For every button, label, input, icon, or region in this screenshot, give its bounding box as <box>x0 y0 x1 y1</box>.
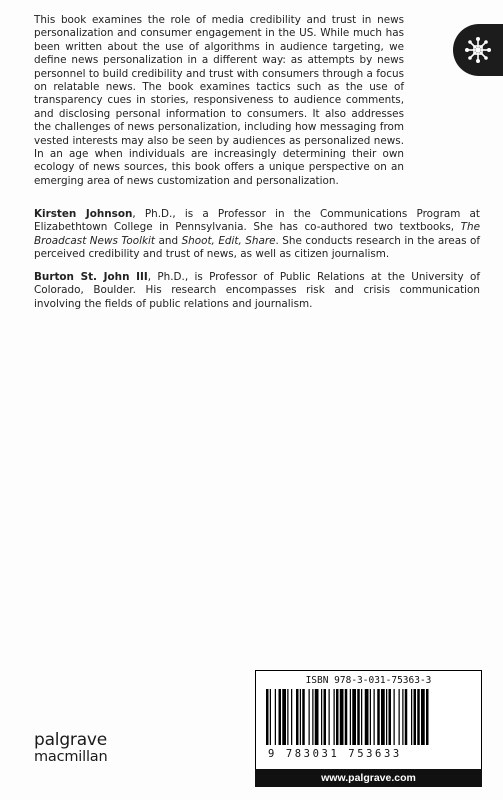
author-name: Burton St. John III <box>34 271 148 283</box>
ean-digits: 9 783031 753633 <box>268 748 402 760</box>
author-bio-text: and <box>155 234 182 247</box>
network-node-icon <box>463 35 493 65</box>
book-title: Shoot, Edit, Share <box>181 234 276 247</box>
author-bio-kirsten-johnson <box>34 208 480 262</box>
author-bio-burton-st-john <box>34 271 480 311</box>
publisher-url: www.palgrave.com <box>255 769 482 787</box>
publisher-logo <box>34 732 107 766</box>
publisher-line1: palgrave <box>34 730 108 750</box>
author-name: Kirsten Johnson <box>34 208 133 220</box>
author-bio-text: , Ph.D., is a Professor in the Communications Program at Elizabethtown College in Pennsylvania. She has co-authored two textbooks, <box>34 208 480 234</box>
book-description: This book examines the role of media credibility and trust in news personalization and consumer engagement in the US. While much has been written about the use of algorithms in audience targeting, we define news personalization in a different way: as attempts by news personnel to build credibility and trust with consumers through a focus on relatable news. The book examines tactics such as the use of transparency cues in stories, responsiveness to audience comments, and disclosing personal information to consumers. It also addresses the challenges of news personalization, including how messaging from vested interests may also be seen by audiences as personalized news. In an age when individuals are increasingly determining their own ecology of news sources, this book offers a unique perspective on an emerging area of news customization and personalization. <box>34 14 404 187</box>
publisher-line2: macmillan <box>34 749 108 765</box>
barcode <box>264 689 473 747</box>
isbn-label: ISBN 978-3-031-75363-3 <box>305 675 432 686</box>
series-badge <box>453 24 503 76</box>
author-bio-text: . She conducts research in the areas of perceived credibility and trust of news, as well as citizen journalism. <box>34 234 480 261</box>
author-bio-text: , Ph.D., is Professor of Public Relations at the University of Colorado, Boulder. His research encompasses risk and crisis communication involving the fields of public relations and journalism. <box>34 271 480 310</box>
book-title: The Broadcast News Toolkit <box>34 221 480 247</box>
isbn-barcode-box <box>255 670 482 770</box>
